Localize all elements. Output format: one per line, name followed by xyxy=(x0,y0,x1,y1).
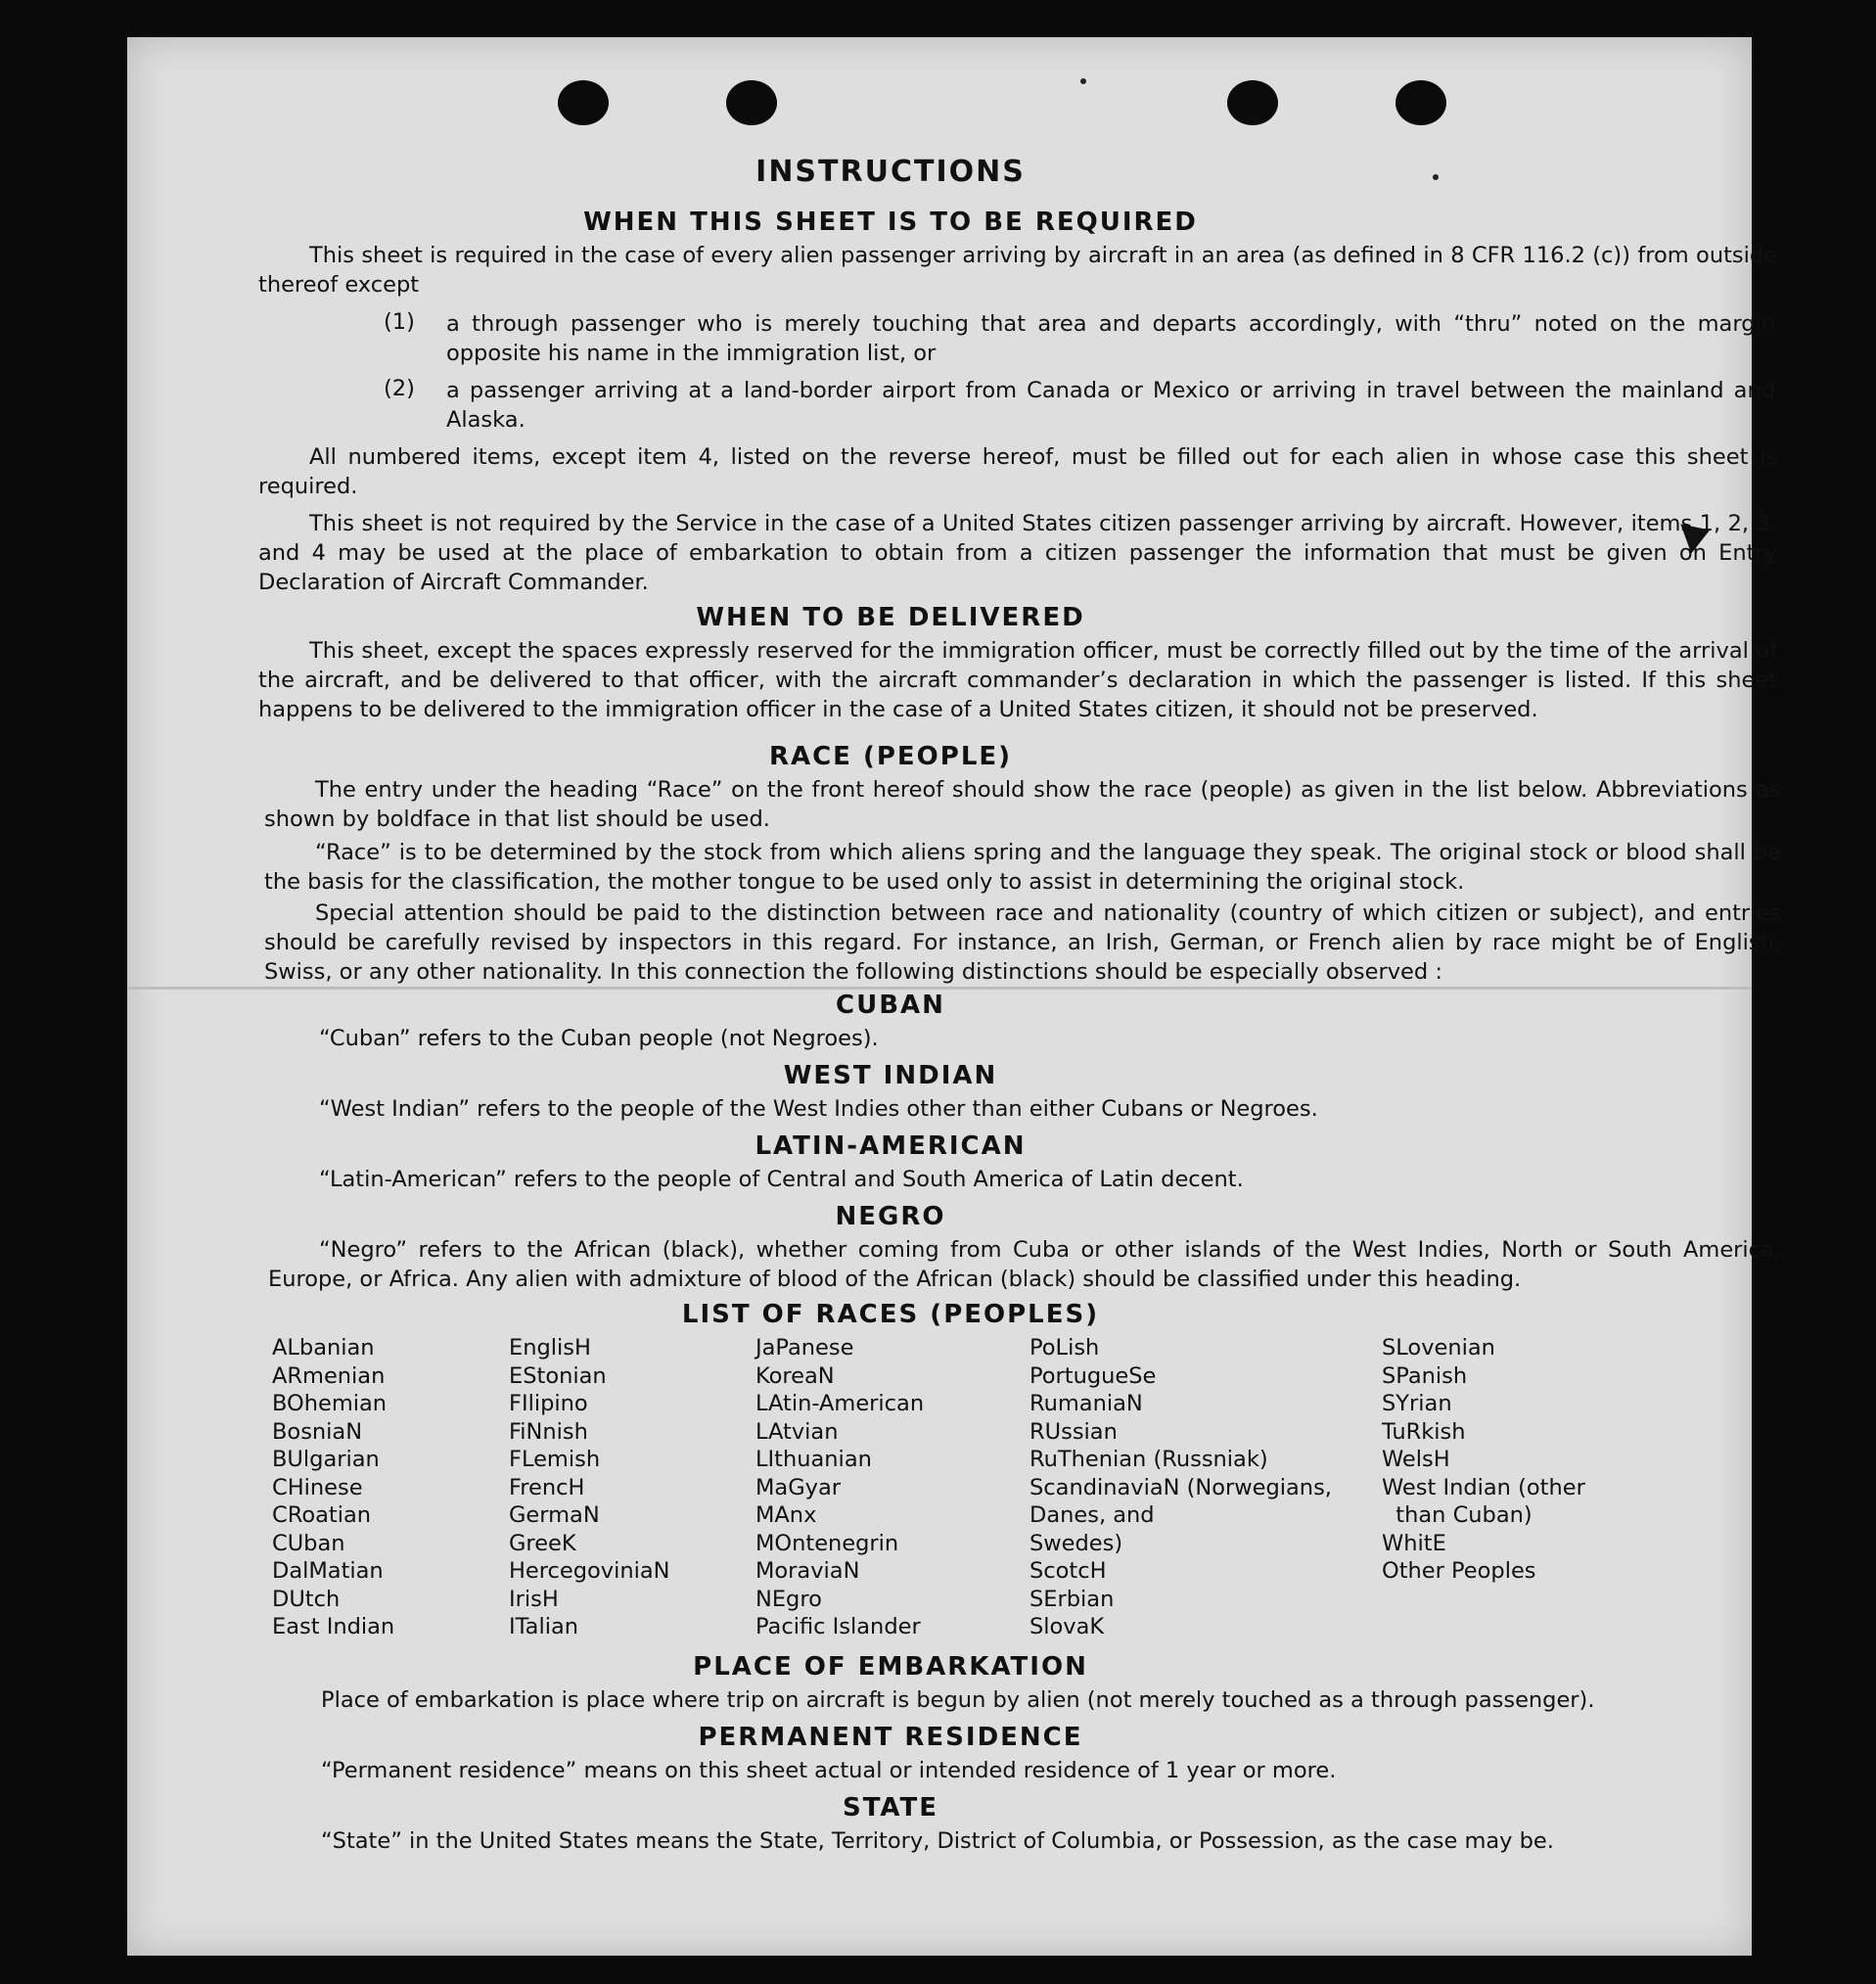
race-entry: CUban xyxy=(272,1530,345,1556)
race-column-2 xyxy=(509,1334,669,1641)
race-entry: ALbanian xyxy=(272,1335,375,1361)
race-entry: RumaniaN xyxy=(1030,1391,1143,1416)
heading-required: WHEN THIS SHEET IS TO BE REQUIRED xyxy=(583,208,1198,237)
race-entry: DalMatian xyxy=(272,1558,384,1584)
race-column-3 xyxy=(755,1334,924,1641)
race-entry: Other Peoples xyxy=(1382,1558,1536,1584)
race-entry: Swedes) xyxy=(1030,1530,1123,1556)
heading-race: RACE (PEOPLE) xyxy=(768,742,1013,771)
embarkation-text: Place of embarkation is place where trip on aircraft is begun by alien (not merely touched as a through passenger). xyxy=(321,1687,1595,1713)
punch-hole xyxy=(1396,80,1446,125)
item-number: (2) xyxy=(384,376,415,401)
heading-delivered: WHEN TO BE DELIVERED xyxy=(696,603,1085,632)
heading-residence: PERMANENT RESIDENCE xyxy=(698,1723,1083,1752)
state-text: “State” in the United States means the State, Territory, District of Columbia, or Possession, as the case may be. xyxy=(321,1828,1554,1854)
race-entry: MoraviaN xyxy=(755,1558,860,1584)
item-number: (1) xyxy=(384,309,415,335)
race-entry: BUlgarian xyxy=(272,1447,380,1472)
race-entry: WhitE xyxy=(1382,1530,1446,1556)
race-entry: than Cuban) xyxy=(1382,1502,1533,1528)
race-entry: BOhemian xyxy=(272,1391,388,1416)
race-entry: EStonian xyxy=(509,1362,607,1389)
race-entry: LAtin-American xyxy=(755,1391,925,1416)
cuban-text: “Cuban” refers to the Cuban people (not Negroes). xyxy=(319,1026,879,1051)
race-entry: RUssian xyxy=(1030,1418,1118,1445)
negro-text: “Negro” refers to the African (black), whether coming from Cuba or other islands of the West Indies, North or South America, Europe, or Africa. Any alien with admixture of blood of the African (black) should be classified under this heading. xyxy=(268,1237,1781,1292)
fold-line xyxy=(127,987,1752,990)
race-entry: TuRkish xyxy=(1382,1418,1466,1445)
punch-hole xyxy=(1227,80,1278,125)
race-column-1 xyxy=(272,1334,394,1641)
race-entry: GermaN xyxy=(509,1502,600,1528)
required-para: All numbered items, except item 4, listed on the reverse hereof, must be filled out for each alien in whose case this sheet is required. xyxy=(258,444,1777,499)
residence-text: “Permanent residence” means on this sheet actual or intended residence of 1 year or more. xyxy=(321,1758,1337,1783)
race-entry: FLemish xyxy=(509,1447,601,1472)
race-entry: SlovaK xyxy=(1030,1614,1105,1639)
heading-cuban: CUBAN xyxy=(836,991,945,1020)
race-entry: RuThenian (Russniak) xyxy=(1030,1447,1268,1472)
ink-speck xyxy=(1080,78,1086,84)
heading-west-indian: WEST INDIAN xyxy=(783,1061,998,1090)
race-entry: FIlipino xyxy=(509,1391,588,1416)
race-entry: ITalian xyxy=(509,1614,578,1639)
required-intro: This sheet is required in the case of every alien passenger arriving by aircraft in an area (as defined in 8 CFR 116.2 (c)) from outside thereof except xyxy=(258,243,1777,298)
race-entry: BosniaN xyxy=(272,1418,363,1445)
page-title: INSTRUCTIONS xyxy=(755,155,1026,189)
race-entry: ScotcH xyxy=(1030,1558,1107,1584)
race-entry: SPanish xyxy=(1382,1362,1468,1389)
race-entry: PoLish xyxy=(1030,1335,1100,1361)
race-para: Special attention should be paid to the distinction between race and nationality (country of which citizen or subject), and entries should be carefully revised by inspectors in this regard. For instance, an Irish, German, or French alien by race might be of English, Swiss, or any other nationality. In this connection the following distinctions should be especially observed : xyxy=(264,900,1781,985)
race-entry: SErbian xyxy=(1030,1586,1115,1612)
race-entry: SYrian xyxy=(1382,1391,1452,1416)
west-indian-text: “West Indian” refers to the people of the West Indies other than either Cubans or Negroes. xyxy=(319,1096,1318,1122)
race-entry: MaGyar xyxy=(755,1474,841,1500)
race-entry: Pacific Islander xyxy=(755,1614,921,1639)
race-para: “Race” is to be determined by the stock from which aliens spring and the language they speak. The original stock or blood shall be the basis for the classification, the mother tongue to be used only to assist in determining the original stock. xyxy=(264,840,1781,895)
race-para: The entry under the heading “Race” on the front hereof should show the race (people) as given in the list below. Abbreviations as shown by boldface in that list should be used. xyxy=(264,777,1781,832)
heading-list-of-races: LIST OF RACES (PEOPLES) xyxy=(681,1300,1100,1329)
latin-american-text: “Latin-American” refers to the people of Central and South America of Latin decent. xyxy=(319,1167,1244,1192)
heading-embarkation: PLACE OF EMBARKATION xyxy=(693,1652,1088,1682)
heading-negro: NEGRO xyxy=(835,1202,946,1231)
race-entry: West Indian (other xyxy=(1382,1474,1585,1500)
heading-state: STATE xyxy=(842,1793,939,1823)
race-entry: ARmenian xyxy=(272,1362,386,1389)
race-entry: MAnx xyxy=(755,1502,817,1528)
race-entry: JaPanese xyxy=(755,1335,854,1361)
race-entry: WelsH xyxy=(1382,1447,1450,1472)
race-entry: ScandinaviaN (Norwegians, xyxy=(1030,1474,1332,1500)
item-text: a through passenger who is merely touching that area and departs accordingly, with “thru” noted on the margin opposite his name in the immigration list, or xyxy=(446,311,1775,366)
race-column-4 xyxy=(1030,1334,1332,1641)
race-entry: CRoatian xyxy=(272,1502,372,1528)
race-entry: EnglisH xyxy=(509,1335,591,1361)
race-column-5 xyxy=(1382,1334,1585,1586)
race-entry: DUtch xyxy=(272,1586,341,1612)
race-entry: IrisH xyxy=(509,1586,559,1612)
race-entry: MOntenegrin xyxy=(755,1530,899,1556)
punch-hole xyxy=(558,80,609,125)
race-entry: CHinese xyxy=(272,1474,363,1500)
race-entry: GreeK xyxy=(509,1530,576,1556)
race-entry: PortugueSe xyxy=(1030,1362,1157,1389)
race-entry: FrencH xyxy=(509,1474,585,1500)
punch-hole xyxy=(726,80,777,125)
race-entry: LAtvian xyxy=(755,1418,839,1445)
race-entry: KoreaN xyxy=(755,1362,835,1389)
delivered-text: This sheet, except the spaces expressly reserved for the immigration officer, must be correctly filled out by the time of the arrival of the aircraft, and be delivered to that officer, with the aircraft commander’s declaration in which the passenger is listed. If this sheet happens to be delivered to the immigration officer in the case of a United States citizen, it should not be preserved. xyxy=(258,638,1777,722)
race-entry: Danes, and xyxy=(1030,1502,1155,1528)
item-text: a passenger arriving at a land-border airport from Canada or Mexico or arriving in travel between the mainland and Alaska. xyxy=(446,378,1775,433)
required-para: This sheet is not required by the Service in the case of a United States citizen passenger arriving by aircraft. However, items 1, 2, 3, and 4 may be used at the place of embarkation to obtain from a citizen passenger the information that must be given on Entry Declaration of Aircraft Commander. xyxy=(258,511,1777,595)
race-entry: LIthuanian xyxy=(755,1447,872,1472)
race-entry: NEgro xyxy=(755,1586,822,1612)
race-entry: FiNnish xyxy=(509,1418,588,1445)
race-entry: HercegoviniaN xyxy=(509,1558,670,1584)
race-entry: East Indian xyxy=(272,1614,395,1639)
race-entry: SLovenian xyxy=(1382,1335,1495,1361)
heading-latin-american: LATIN-AMERICAN xyxy=(755,1131,1027,1161)
